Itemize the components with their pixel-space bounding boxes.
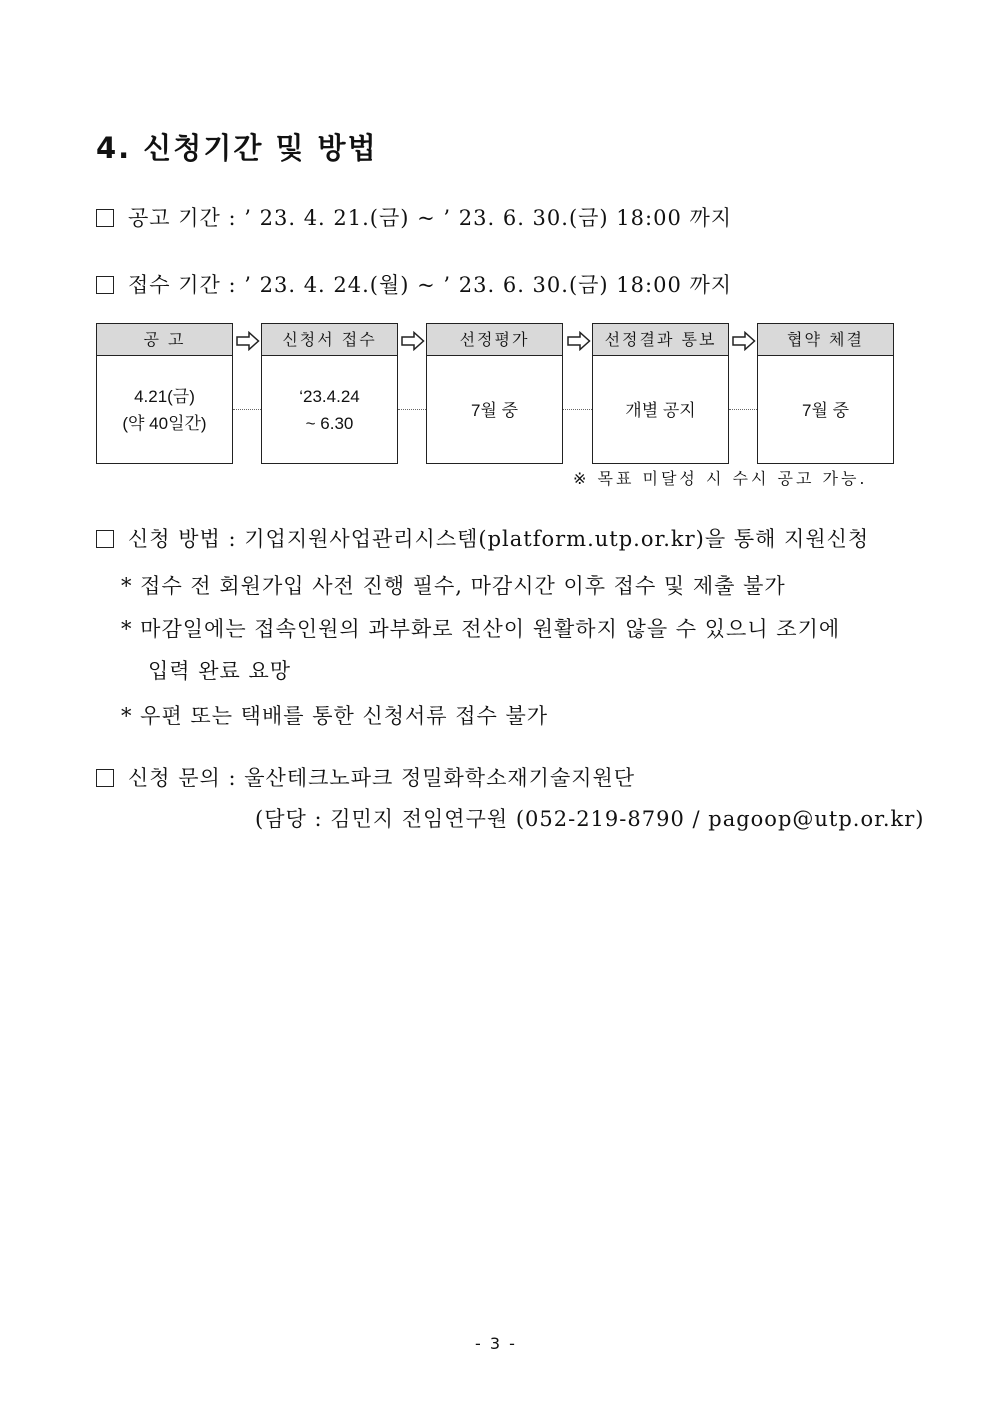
right-arrow-icon bbox=[236, 331, 260, 351]
announce-label: 공고 기간 bbox=[128, 206, 221, 230]
flow-step-evaluation bbox=[426, 323, 563, 464]
method-note: * 접수 전 회원가입 사전 진행 필수, 마감시간 이후 접수 및 제출 불가 bbox=[121, 574, 786, 598]
flow-step-line: (약 40일간) bbox=[122, 414, 207, 433]
inquiry-label: 신청 문의 bbox=[128, 766, 221, 790]
checkbox-icon bbox=[96, 530, 114, 548]
checkbox-icon bbox=[96, 209, 114, 227]
flow-step-body bbox=[97, 356, 232, 464]
right-arrow-icon bbox=[732, 331, 756, 351]
flow-step-body bbox=[262, 356, 397, 464]
flow-step-head: 선정평가 bbox=[427, 324, 562, 356]
application-inquiry bbox=[96, 762, 635, 792]
receipt-period bbox=[96, 269, 732, 299]
page-number: - 3 - bbox=[475, 1334, 517, 1353]
method-note: 입력 완료 요망 bbox=[148, 659, 292, 683]
flow-step-body bbox=[593, 356, 728, 464]
flow-step-notification bbox=[592, 323, 729, 464]
flow-step-announce bbox=[96, 323, 233, 464]
flow-step-head: 협약 체결 bbox=[758, 324, 893, 356]
section-title: 4. 신청기간 및 방법 bbox=[96, 131, 378, 165]
method-value: : 기업지원사업관리시스템(platform.utp.or.kr)을 통해 지원신청 bbox=[228, 527, 870, 551]
connector-line bbox=[398, 409, 426, 410]
flow-step-head: 선정결과 통보 bbox=[593, 324, 728, 356]
inquiry-contact: (담당 : 김민지 전임연구원 (052-219-8790 / pagoop@utp.or.kr) bbox=[255, 807, 925, 831]
checkbox-icon bbox=[96, 769, 114, 787]
inquiry-value: : 울산테크노파크 정밀화학소재기술지원단 bbox=[228, 766, 636, 790]
announce-period bbox=[96, 202, 732, 232]
connector-line bbox=[233, 409, 261, 410]
flow-step-line: 개별 공지 bbox=[625, 400, 696, 420]
flow-note: ※ 목표 미달성 시 수시 공고 가능. bbox=[573, 469, 868, 488]
flow-step-line: 4.21(금) bbox=[134, 387, 195, 406]
method-note: * 마감일에는 접속인원의 과부화로 전산이 원활하지 않을 수 있으니 조기에 bbox=[121, 617, 841, 641]
flow-step-line: 7월 중 bbox=[470, 400, 519, 420]
flow-step-line: 7월 중 bbox=[801, 400, 850, 420]
flow-step-line: ‘23.4.24 bbox=[299, 387, 360, 406]
flow-step-line: ~ 6.30 bbox=[305, 414, 354, 433]
flow-step-application bbox=[261, 323, 398, 464]
flow-step-body bbox=[758, 356, 893, 464]
connector-line bbox=[729, 409, 757, 410]
checkbox-icon bbox=[96, 276, 114, 294]
method-label: 신청 방법 bbox=[128, 527, 221, 551]
connector-line bbox=[563, 409, 592, 410]
application-method bbox=[96, 523, 869, 553]
receipt-label: 접수 기간 bbox=[128, 273, 221, 297]
flow-step-agreement bbox=[757, 323, 894, 464]
announce-value: : ’ 23. 4. 21.(금) ~ ’ 23. 6. 30.(금) 18:00 까지 bbox=[228, 206, 733, 230]
receipt-value: : ’ 23. 4. 24.(월) ~ ’ 23. 6. 30.(금) 18:00 까지 bbox=[228, 273, 733, 297]
right-arrow-icon bbox=[567, 331, 591, 351]
flow-step-head: 신청서 접수 bbox=[262, 324, 397, 356]
flow-step-head: 공 고 bbox=[97, 324, 232, 356]
right-arrow-icon bbox=[401, 331, 425, 351]
flow-step-body bbox=[427, 356, 562, 464]
method-note: * 우편 또는 택배를 통한 신청서류 접수 불가 bbox=[121, 704, 549, 728]
